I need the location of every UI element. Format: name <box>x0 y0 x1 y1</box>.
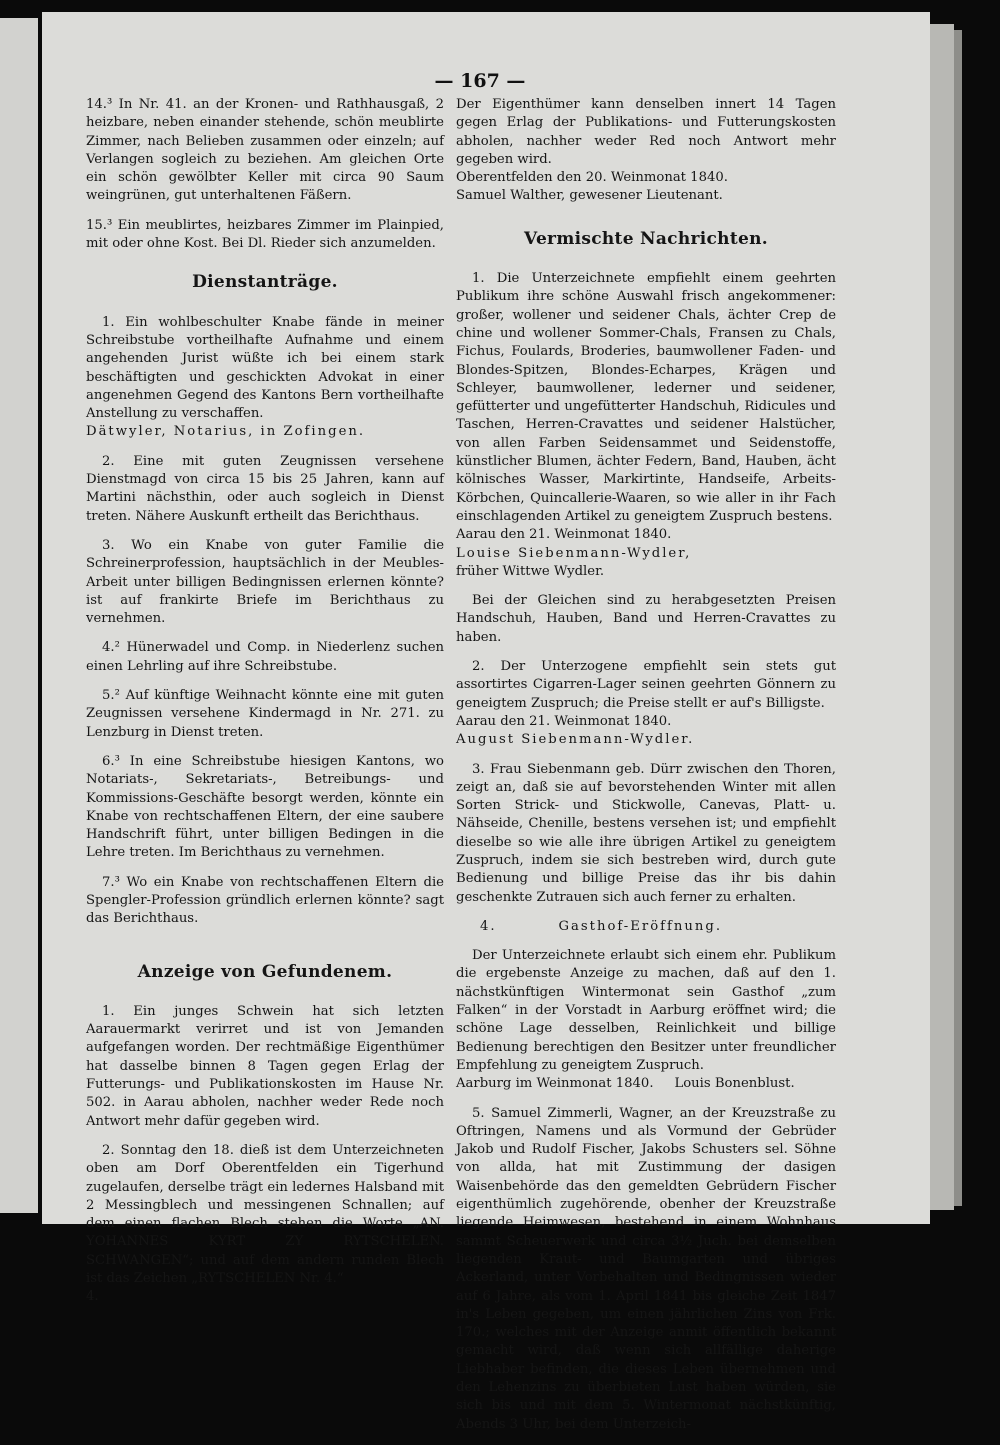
ad-place-date: Oberentfelden den 20. Weinmonat 1840. <box>456 170 728 186</box>
ad-signature: Samuel Walther, gewesener Lieutenant. <box>456 188 723 204</box>
ad-signature: Aarburg im Weinmonat 1840. Louis Bonenblust. <box>456 1076 795 1092</box>
section-heading-vermischte: Vermischte Nachrichten. <box>524 228 768 249</box>
ad-paragraph: 1. Ein junges Schwein hat sich letzten Aarauermarkt verirret und ist von Jemanden aufgefangen worden. Der rechtmäßige Eigenthümer hat dasselbe binnen 8 Tagen gegen Erlag der Futterungs- und Publikationskosten im Hause Nr. 502. in Aarau abholen, nachher weder Rede noch Antwort mehr dafür gegeben wird. <box>86 1003 444 1129</box>
ad-paragraph: 2. Eine mit guten Zeugnissen versehene Dienstmagd von circa 15 bis 25 Jahren, kann auf Martini nächsthin, oder auch sogleich in Dienst treten. Nähere Auskunft ertheilt das Berichthaus. <box>86 453 444 524</box>
ad-heading: 4. Gasthof-Eröffnung. <box>480 918 723 934</box>
ad-paragraph: Der Unterzeichnete erlaubt sich einem ehr. Publikum die ergebenste Anzeige zu machen, daß auf den 1. nächstkünftigen Wintermonat sein Gasthof „zum Falken“ in der Vorstadt in Aarburg eröffnet wird; die schöne Lage desselben, Reinlichkeit und billige Bedienung berechtigen den Besitzer unter freundlicher Empfehlung zu geneigtem Zuspruch. <box>456 948 836 1073</box>
ad-paragraph: 1. Ein wohlbeschulter Knabe fände in meiner Schreibstube vortheilhafte Aufnahme und einem angehenden Jurist wüßte ich bei einem stark beschäftigten und geschickten Advokat in einer angenehmen Gegend des Kantons Bern vortheilhafte Anstellung zu verschaffen. <box>86 314 444 422</box>
adjacent-page-edge <box>0 18 38 1213</box>
ad-paragraph: 15.³ Ein meublirtes, heizbares Zimmer im Plainpied, mit oder ohne Kost. Bei Dl. Rieder sich anzumelden. <box>86 217 444 252</box>
ad-paragraph: 5.² Auf künftige Weihnacht könnte eine mit guten Zeugnissen versehene Kindermagd in Nr. 271. zu Lenzburg in Dienst treten. <box>86 688 444 740</box>
ad-signature: 4. <box>86 1289 99 1305</box>
ad-paragraph: 2. Der Unterzogene empfiehlt sein stets gut assortirtes Cigarren-Lager seinen geehrten Gönnern zu geneigtem Zuspruch; die Preise stellt er auf's Billigste. <box>456 659 836 711</box>
ad-paragraph: Der Eigenthümer kann denselben innert 14 Tagen gegen Erlag der Publikations- und Futterungskosten abholen, nachher weder Red noch Antwort mehr gegeben wird. <box>456 97 836 167</box>
right-column <box>456 96 836 1445</box>
ad-paragraph: Bei der Gleichen sind zu herabgesetzten Preisen Handschuh, Hauben, Band und Herren-Cravattes zu haben. <box>456 593 836 645</box>
section-heading-gefundenem: Anzeige von Gefundenem. <box>137 961 393 982</box>
ad-signature: früher Wittwe Wydler. <box>456 563 605 579</box>
ad-place-date: Aarau den 21. Weinmonat 1840. <box>456 713 672 729</box>
page-stack-shadow <box>954 30 962 1206</box>
ad-paragraph: 5. Samuel Zimmerli, Wagner, an der Kreuzstraße zu Oftringen, Namens und als Vormund der Gebrüder Jakob und Rudolf Fischer, Jakobs Schusters sel. Söhne von allda, hat mit Zustimmung der dasigen Waisenbehörde das den gemeldten Gebrüdern Fischer eigenthümlich zugehörende, obenher der Kreuzstraße liegende Heimwesen, bestehend in einem Wohnhaus sammt Scheuerwerk und circa 3½ Juch. bei demselben liegenden Kraut- und Baumgarten und übriges Ackerland, unter Vorbehalten und Bedingnissen wieder auf 6 Jahre, als vom 1. April 1841 bis gleiche Zeit 1847 in's Leben gegeben, um einen jährlichen Zins von Frk. 170.; welches mit der Anzeige anmit öffentlich bekannt gemacht wird, daß wenn sich allfällige daherige Liebhaber befinden, die dieses Leben übernehmen und den Lehenzins zu überbieten Lust haben würden, sie sich bis und mit dem 5. Wintermonat nächstkünftig, Abends 3 Uhr, bei dem Unterzeich- <box>456 1105 836 1432</box>
ad-signature: Dätwyler, Notarius, in Zofingen. <box>86 424 366 440</box>
ad-paragraph: 7.³ Wo ein Knabe von rechtschaffenen Eltern die Spengler-Profession gründlich erlernen könnte? sagt das Berichthaus. <box>86 874 444 927</box>
ad-paragraph: 14.³ In Nr. 41. an der Kronen- und Rathhausgaß, 2 heizbare, neben einander stehende, schön meublirte Zimmer, nach Belieben zusammen oder einzeln; auf Verlangen sogleich zu beziehen. Am gleichen Orte ein schön gewölbter Keller mit circa 90 Saum weingrünen, gut unterhaltenen Fäßern. <box>86 97 444 204</box>
ad-paragraph: 1. Die Unterzeichnete empfiehlt einem geehrten Publikum ihre schöne Auswahl frisch angekommener: großer, wollener und seidener Chals, ächter Crep de chine und wollener Sommer-Chals, Fransen zu Chals, Fichus, Foulards, Broderies, baumwollener Faden- und Blondes-Spitzen, Blondes-Echarpes, Krägen und Schleyer, baumwollener, lederner und seidener, gefütterter und ungefütterter Handschuh, Ridicules und Taschen, Herren-Cravattes und seidener Halstücher, von allen Farben Seidensammet und Seidenstoffe, künstlicher Blumen, ächter Federn, Band, Hauben, ächt kölnisches Wasser, Markirtinte, Handseife, Arbeits-Körbchen, Quincallerie-Waaren, so wie aller in ihr Fach einschlagenden Artikel zu geneigtem Zuspruch bestens. <box>456 271 836 524</box>
ad-signature: Louise Siebenmann-Wydler, <box>456 545 692 561</box>
page-number: — 167 — <box>434 70 526 92</box>
left-column <box>86 96 444 1318</box>
section-heading-dienstantraege: Dienstanträge. <box>192 272 338 293</box>
ad-paragraph: 2. Sonntag den 18. dieß ist dem Unterzeichneten oben am Dorf Oberentfelden ein Tigerhund zugelaufen, derselbe trägt ein ledernes Halsband mit 2 Messingblech und messingenen Schnallen; auf dem einen flachen Blech stehen die Worte „AN. YOHANNES KYRT ZY RYTSCHELEN. SCHWANGEN“; und auf dem andern runden Blech ist das Zeichen „RYTSCHELEN Nr. 4.“ <box>86 1142 444 1287</box>
ad-paragraph: 3. Frau Siebenmann geb. Dürr zwischen den Thoren, zeigt an, daß sie auf bevorstehenden Winter mit allen Sorten Strick- und Stickwolle, Canevas, Platt- u. Nähseide, Chenille, bestens versehen ist; und empfiehlt dieselbe so wie alle ihre übrigen Artikel zu geneigtem Zuspruch, indem sie sich bestreben wird, durch gute Bedienung und billige Preise das ihr bis dahin geschenkte Zutrauen sich auch ferner zu erhalten. <box>456 761 836 905</box>
ad-place-date: Aarau den 21. Weinmonat 1840. <box>456 527 672 543</box>
ad-paragraph: 6.³ In eine Schreibstube hiesigen Kantons, wo Notariats-, Sekretariats-, Betreibungs- und Kommissions-Geschäfte besorgt werden, könnte ein Knabe von rechtschaffenen Eltern, der eine saubere Handschrift führt, unter billigen Bedingen in die Lehre treten. Im Berichthaus zu vernehmen. <box>86 753 444 861</box>
page-stack-edge <box>930 24 954 1210</box>
ad-signature: August Siebenmann-Wydler. <box>456 732 695 748</box>
ad-paragraph: 4.² Hünerwadel und Comp. in Niederlenz suchen einen Lehrling auf ihre Schreibstube. <box>86 640 444 674</box>
ad-paragraph: 3. Wo ein Knabe von guter Familie die Schreinerprofession, hauptsächlich in der Meubles-Arbeit unter billigen Bedingnissen erlernen könnte? ist auf frankirte Briefe im Berichthaus zu vernehmen. <box>86 537 444 627</box>
